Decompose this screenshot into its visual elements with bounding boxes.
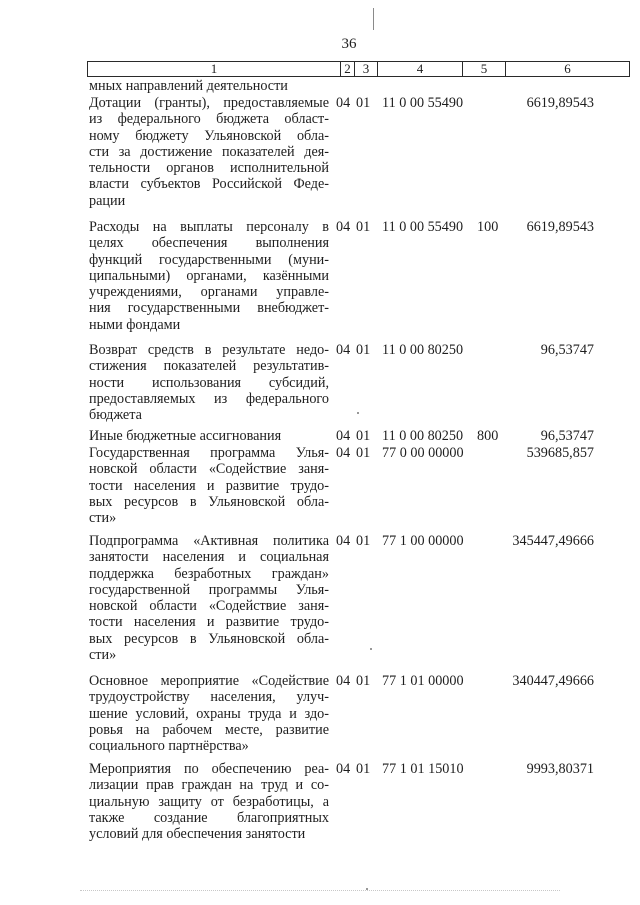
row-col-4: 77 1 01 00000 — [382, 673, 464, 689]
row-name — [89, 342, 329, 423]
row-col-4: 11 0 00 80250 — [382, 428, 464, 444]
row-col-2: 04 — [336, 95, 351, 111]
row-col-2: 04 — [336, 445, 351, 461]
row-name-line: также создание благоприятных — [89, 809, 329, 826]
row-col-4: 77 0 00 00000 — [382, 445, 464, 461]
header-col-2: 2 — [341, 62, 355, 76]
scan-speck — [357, 412, 359, 414]
row-name-line: занятости населения и социальная — [89, 549, 329, 566]
row-name-line: из федерального бюджета област- — [89, 111, 329, 128]
row-col-3: 01 — [356, 445, 371, 461]
row-name-line: ными фондами — [89, 316, 181, 333]
header-col-4: 4 — [378, 62, 463, 76]
row-name-line: Государственная программа Улья- — [89, 445, 329, 461]
row-col-6: 96,53747 — [540, 428, 594, 444]
row-name-line: функций государственными (муни- — [89, 251, 329, 268]
row-col-6: 6619,89543 — [526, 219, 594, 235]
row-name-line: стижения показателей результатив- — [89, 358, 329, 375]
row-col-4: 77 1 01 15010 — [382, 761, 464, 777]
row-name-line: ровья на рабочем месте, развитие — [89, 721, 329, 738]
row-col-2: 04 — [336, 428, 351, 444]
row-col-5: 100 — [477, 219, 499, 235]
row-name-line: тости населения и развитие трудо- — [89, 477, 329, 494]
row-name — [89, 428, 329, 444]
table-header — [87, 61, 630, 77]
row-name-line: бюджета — [89, 407, 142, 424]
scan-speck — [370, 648, 372, 650]
row-name-line: власти субъектов Российской Феде- — [89, 176, 329, 193]
row-name-line: Возврат средств в результате недо- — [89, 342, 329, 358]
header-col-6: 6 — [564, 61, 571, 76]
row-name-line: лизации прав граждан на труд и со- — [89, 777, 329, 794]
row-col-4: 77 1 00 00000 — [382, 533, 464, 549]
row-name-line: учреждениями, органами управле- — [89, 284, 329, 301]
row-col-6: 340447,49666 — [512, 673, 594, 689]
row-name-line: тельности органов исполнительной — [89, 160, 329, 177]
row-col-3: 01 — [356, 342, 371, 358]
row-col-2: 04 — [336, 219, 351, 235]
row-col-3: 01 — [356, 95, 371, 111]
row-name-line: социального партнёрства» — [89, 738, 249, 755]
scan-mark — [373, 8, 374, 30]
row-name-line: сти» — [89, 647, 117, 664]
row-name-line: ципальными) органами, казёнными — [89, 267, 329, 284]
row-col-2: 04 — [336, 342, 351, 358]
row-col-4: 11 0 00 55490 — [382, 95, 464, 111]
row-name — [89, 78, 329, 94]
row-name — [89, 673, 329, 754]
row-col-6: 6619,89543 — [526, 95, 594, 111]
row-name-line: Мероприятия по обеспечению реа- — [89, 761, 329, 777]
row-name-line: Основное мероприятие «Содействие — [89, 673, 329, 689]
row-name-line: Дотации (гранты), предоставляемые — [89, 95, 329, 111]
row-col-6: 539685,857 — [526, 445, 594, 461]
row-name-line: Иные бюджетные ассигнования — [89, 428, 282, 444]
row-name-line: трудоустройству населения, улуч- — [89, 689, 329, 706]
row-name-line: государственной программы Улья- — [89, 581, 329, 598]
row-col-6: 96,53747 — [540, 342, 594, 358]
row-name — [89, 95, 329, 209]
row-name-line: ному бюджету Ульяновской обла- — [89, 127, 329, 144]
row-name-line: поддержка безработных граждан» — [89, 565, 329, 582]
row-name-line: мных направлений деятельности — [89, 78, 288, 94]
row-name-line: новской области «Содействие заня- — [89, 598, 329, 615]
header-col-5: 5 — [463, 62, 506, 76]
row-name — [89, 445, 329, 526]
row-col-2: 04 — [336, 533, 351, 549]
row-name-line: сти» — [89, 510, 117, 527]
row-name-line: сти за достижение показателей дея- — [89, 143, 329, 160]
header-col-1: 1 — [88, 62, 341, 76]
row-name-line: условий для обеспечения занятости — [89, 826, 306, 843]
row-name-line: вых ресурсов в Ульяновской обла- — [89, 630, 329, 647]
row-name-line: Подпрограмма «Активная политика — [89, 533, 329, 549]
row-col-3: 01 — [356, 673, 371, 689]
page-number: 36 — [341, 36, 357, 52]
row-name-line: новской области «Содействие заня- — [89, 461, 329, 478]
row-name-line: вых ресурсов в Ульяновской обла- — [89, 493, 329, 510]
row-col-4: 11 0 00 80250 — [382, 342, 464, 358]
row-col-6: 9993,80371 — [526, 761, 594, 777]
row-name-line: целях обеспечения выполнения — [89, 235, 329, 252]
row-col-6: 345447,49666 — [512, 533, 594, 549]
row-name-line: ния государственными внебюджет- — [89, 300, 329, 317]
row-col-2: 04 — [336, 761, 351, 777]
row-col-3: 01 — [356, 428, 371, 444]
row-name — [89, 219, 329, 333]
row-col-4: 11 0 00 55490 — [382, 219, 464, 235]
row-name-line: циальную защиту от безработицы, а — [89, 793, 329, 810]
row-name-line: Расходы на выплаты персоналу в — [89, 219, 329, 235]
row-name-line: рации — [89, 192, 126, 209]
row-name — [89, 761, 329, 842]
row-name — [89, 533, 329, 663]
row-col-5: 800 — [477, 428, 499, 444]
header-col-3: 3 — [355, 62, 378, 76]
row-name-line: ности использования субсидий, — [89, 374, 329, 391]
scan-noise — [80, 890, 560, 892]
row-name-line: шение условий, охраны труда и здо- — [89, 705, 329, 722]
row-col-3: 01 — [356, 533, 371, 549]
row-col-3: 01 — [356, 761, 371, 777]
row-col-3: 01 — [356, 219, 371, 235]
row-col-2: 04 — [336, 673, 351, 689]
row-name-line: тости населения и развитие трудо- — [89, 614, 329, 631]
row-name-line: предоставляемых из федерального — [89, 390, 329, 407]
